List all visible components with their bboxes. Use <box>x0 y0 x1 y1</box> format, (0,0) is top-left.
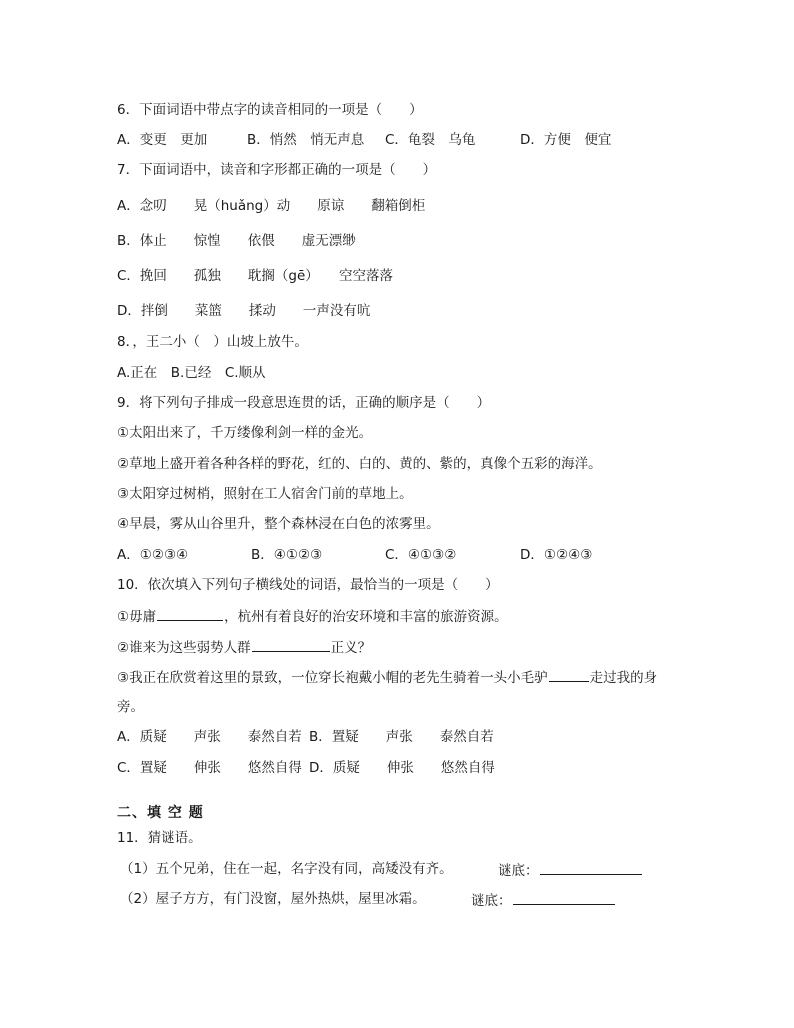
q9-option-d: D．①②④③ <box>520 547 593 563</box>
q9-sentence-4: ④早晨，雾从山谷里升，整个森林浸在白色的浓雾里。 <box>117 516 440 532</box>
q7-stem: 7．下面词语中，读音和字形都正确的一项是（ ） <box>117 162 437 178</box>
q10-s2-start: ②谁来为这些弱势人群 <box>117 640 251 656</box>
q9-option-c: C．④①③② <box>385 547 457 563</box>
q10-stem: 10．依次填入下列句子横线处的词语，最恰当的一项是（ ） <box>117 577 499 593</box>
q6-option-d: D．方便 便宜 <box>520 132 612 148</box>
q10-s1-start: ①毋庸 <box>117 609 157 625</box>
q7-option-c: C．挽回 孤独 耽搁（gē） 空空落落 <box>117 268 394 284</box>
q10-s2-end: 正义？ <box>330 640 372 656</box>
q11-answer-1 <box>498 860 643 880</box>
section-2-title: 二、填 空 题 <box>117 805 204 821</box>
q9-stem: 9．将下列句子排成一段意思连贯的话，正确的顺序是（ ） <box>117 395 491 411</box>
q11-riddle-1: （1）五个兄弟，住在一起，名字没有同，高矮没有齐。 <box>120 861 453 877</box>
q10-s1-end: ，杭州有着良好的治安环境和丰富的旅游资源。 <box>224 609 508 625</box>
q9-sentence-1: ①太阳出来了，千万缕像利剑一样的金光。 <box>117 425 373 441</box>
q11-stem: 11．猜谜语。 <box>117 830 202 846</box>
q10-option-d: D．质疑 伸张 悠然自得 <box>309 760 495 776</box>
q9-sentence-2: ②草地上盛开着各种各样的野花，红的、白的、黄的、紫的，真像个五彩的海洋。 <box>117 456 602 472</box>
q7-option-b: B．体止 惊惶 依偎 虚无漂缈 <box>117 233 356 249</box>
q11-answer-1-label: 谜底： <box>498 863 539 879</box>
q10-sentence-2 <box>117 637 371 657</box>
q10-s3-end: 走过我的身 <box>589 670 658 686</box>
q10-s3-start: ③我正在欣赏着这里的景致，一位穿长袍戴小帽的老先生骑着一头小毛驴 <box>117 670 548 686</box>
q11-answer-1-blank[interactable] <box>540 860 642 875</box>
q8-stem: 8．，王二小（ ）山坡上放牛。 <box>117 334 308 350</box>
q10-blank-2[interactable] <box>252 637 330 652</box>
q6-stem: 6．下面词语中带点字的读音相同的一项是（ ） <box>117 102 423 118</box>
q9-sentence-3: ③太阳穿过树梢，照射在工人宿舍门前的草地上。 <box>117 486 413 502</box>
q10-option-c: C．置疑 伸张 悠然自得 <box>117 760 302 776</box>
q11-answer-2 <box>471 890 616 910</box>
q10-blank-1[interactable] <box>157 606 223 621</box>
q7-option-a: A．念叨 晃（huǎng）动 原谅 翻箱倒柜 <box>117 198 426 214</box>
q10-blank-3[interactable] <box>549 667 589 682</box>
q10-option-b: B．置疑 声张 泰然自若 <box>309 729 494 745</box>
q6-option-a: A．变更 更加 <box>117 132 208 148</box>
q11-answer-2-label: 谜底： <box>471 893 512 909</box>
q9-option-b: B．④①②③ <box>251 547 323 563</box>
q6-option-b: B．悄然 悄无声息 <box>247 132 365 148</box>
q10-sentence-3 <box>117 667 657 687</box>
q9-option-a: A．①②③④ <box>117 547 189 563</box>
q7-option-d: D．拌倒 菜篮 揉动 一声没有吭 <box>117 303 371 319</box>
q10-sentence-3-cont: 旁。 <box>117 699 144 715</box>
q10-option-a: A．质疑 声张 泰然自若 <box>117 729 302 745</box>
q10-sentence-1 <box>117 606 508 626</box>
q6-option-c: C．龟裂 乌龟 <box>385 132 476 148</box>
q8-options: A.正在 B.已经 C.顺从 <box>117 365 266 381</box>
q11-answer-2-blank[interactable] <box>513 890 615 905</box>
q11-riddle-2: （2）屋子方方，有门没窗，屋外热烘，屋里冰霜。 <box>120 891 426 907</box>
